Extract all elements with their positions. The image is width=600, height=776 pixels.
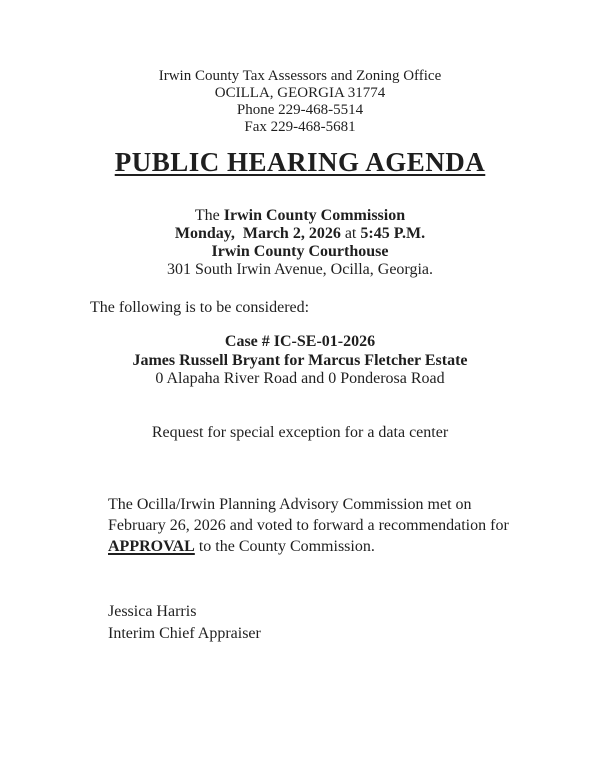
recommendation-line2: February 26, 2026 and voted to forward a recommendation for — [108, 517, 509, 534]
intro-statement: The following is to be considered: — [90, 299, 310, 316]
request-statement: Request for special exception for a data center — [151, 424, 449, 441]
meeting-date-at: at — [340, 225, 361, 242]
case-location: 0 Alapaha River Road and 0 Ponderosa Road — [155, 370, 445, 387]
signer-name: Jessica Harris — [108, 603, 197, 620]
recommendation-line1: The Ocilla/Irwin Planning Advisory Commission met on — [108, 496, 472, 513]
signature — [108, 601, 261, 644]
document-title-text: PUBLIC HEARING AGENDA — [114, 147, 486, 177]
meeting-body-line — [0, 207, 600, 225]
meeting-venue: Irwin County Courthouse — [211, 243, 389, 260]
recommendation-paragraph — [108, 494, 528, 557]
office-fax: Fax 229-468-5681 — [244, 119, 356, 135]
recommendation-line3-rest: to the County Commission. — [194, 538, 375, 555]
signer-title: Interim Chief Appraiser — [108, 624, 261, 642]
office-header — [0, 68, 600, 136]
meeting-date-line — [0, 225, 600, 243]
office-phone: Phone 229-468-5514 — [236, 102, 364, 118]
document-title — [0, 146, 600, 178]
case-applicant: James Russell Bryant for Marcus Fletcher Estate — [132, 351, 468, 369]
meeting-date: Monday, March 2, 2026 — [174, 225, 341, 242]
office-city: OCILLA, GEORGIA 31774 — [214, 85, 386, 101]
case-info — [0, 333, 600, 389]
meeting-time: 5:45 P.M. — [360, 225, 426, 242]
case-number: Case # IC-SE-01-2026 — [224, 333, 376, 350]
office-name: Irwin County Tax Assessors and Zoning Office — [158, 68, 442, 84]
meeting-address: 301 South Irwin Avenue, Ocilla, Georgia. — [166, 261, 434, 278]
meeting-body-prefix: The — [194, 207, 224, 224]
meeting-body-name: Irwin County Commission — [223, 207, 406, 224]
recommendation-approval: APPROVAL — [108, 538, 195, 555]
meeting-info — [0, 207, 600, 279]
